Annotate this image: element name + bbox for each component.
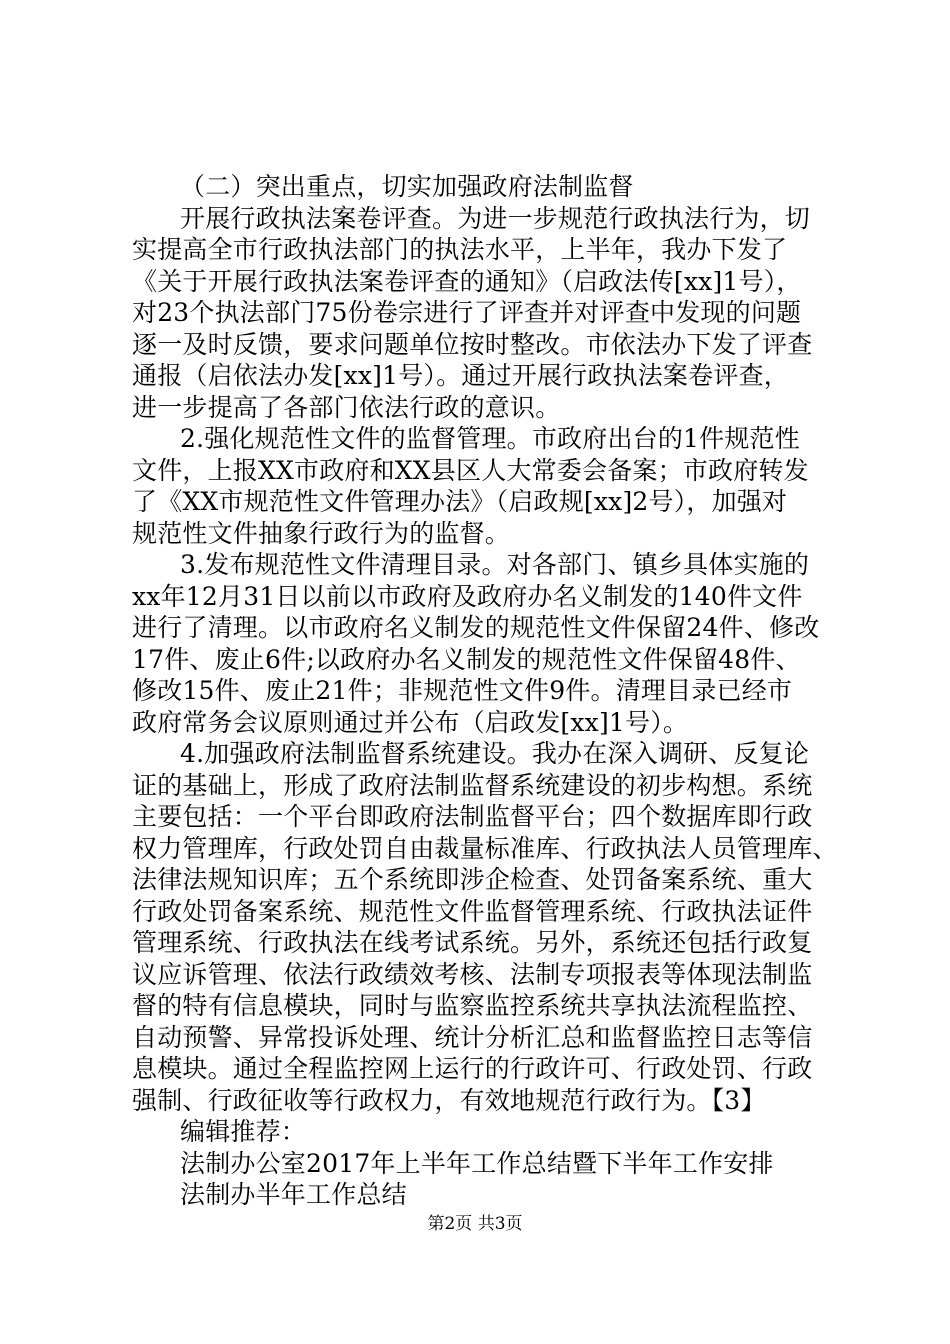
text-line: 议应诉管理、依法行政绩效考核、法制专项报表等体现法制监: [132, 959, 813, 989]
text-line: 政府常务会议原则通过并公布（启政发[xx]1号）。: [132, 707, 689, 737]
text-line: 法律法规知识库；五个系统即涉企检查、处罚备案系统、重大: [132, 865, 813, 894]
text-line: 强制、行政征收等行政权力，有效地规范行政行为。【3】: [132, 1085, 766, 1115]
text-line: （二）突出重点，切实加强政府法制监督: [180, 172, 634, 201]
text-line: 规范性文件抽象行政行为的监督。: [132, 518, 511, 548]
text-line: 《关于开展行政执法案卷评查的通知》（启政法传[xx]1号），: [132, 266, 802, 296]
page-footer: 第2页 共3页: [427, 1214, 523, 1234]
text-line: 对23个执法部门75份卷宗进行了评查并对评查中发现的问题: [132, 298, 802, 327]
text-line: 了《XX市规范性文件管理办法》（启政规[xx]2号），加强对: [132, 487, 788, 516]
text-line: 编辑推荐：: [180, 1117, 307, 1146]
text-line: 开展行政执法案卷评查。为进一步规范行政执法行为，切: [180, 203, 811, 233]
text-line: 4.加强政府法制监督系统建设。我办在深入调研、反复论: [180, 739, 810, 768]
text-line: 2.强化规范性文件的监督管理。市政府出台的1件规范性: [180, 424, 800, 453]
text-line: 通报（启依法办发[xx]1号）。通过开展行政执法案卷评查，: [132, 361, 789, 390]
text-line: 督的特有信息模块，同时与监察监控系统共享执法流程监控、: [132, 991, 813, 1020]
text-line: 逐一及时反馈，要求问题单位按时整改。市依法办下发了评查: [132, 329, 813, 359]
text-line: 自动预警、异常投诉处理、统计分析汇总和监督监控日志等信: [132, 1022, 813, 1052]
text-line: 法制办公室2017年上半年工作总结暨下半年工作安排: [180, 1148, 774, 1178]
text-line: xx年12月31日以前以市政府及政府办名义制发的140件文件: [132, 581, 803, 611]
text-line: 权力管理库，行政处罚自由裁量标准库、行政执法人员管理库、: [132, 833, 838, 863]
text-line: 法制办半年工作总结: [180, 1180, 407, 1209]
text-line: 管理系统、行政执法在线考试系统。另外，系统还包括行政复: [132, 928, 813, 957]
text-line: 文件，上报XX市政府和XX县区人大常委会备案；市政府转发: [132, 455, 809, 485]
text-line: 主要包括：一个平台即政府法制监督平台；四个数据库即行政: [132, 802, 813, 831]
document-body: [132, 171, 838, 1211]
text-line: 证的基础上，形成了政府法制监督系统建设的初步构想。系统: [132, 770, 813, 800]
text-line: 进行了清理。以市政府名义制发的规范性文件保留24件、修改: [132, 613, 820, 642]
text-line: 行政处罚备案系统、规范性文件监督管理系统、行政执法证件: [132, 896, 813, 926]
text-line: 实提高全市行政执法部门的执法水平，上半年，我办下发了: [132, 235, 788, 264]
text-line: 息模块。通过全程监控网上运行的行政许可、行政处罚、行政: [132, 1054, 813, 1083]
text-line: 修改15件、废止21件；非规范性文件9件。清理目录已经市: [132, 676, 793, 705]
text-line: 3.发布规范性文件清理目录。对各部门、镇乡具体实施的: [180, 550, 810, 579]
text-line: 17件、废止6件;以政府办名义制发的规范性文件保留48件、: [132, 644, 801, 674]
text-line: 进一步提高了各部门依法行政的意识。: [132, 392, 561, 422]
